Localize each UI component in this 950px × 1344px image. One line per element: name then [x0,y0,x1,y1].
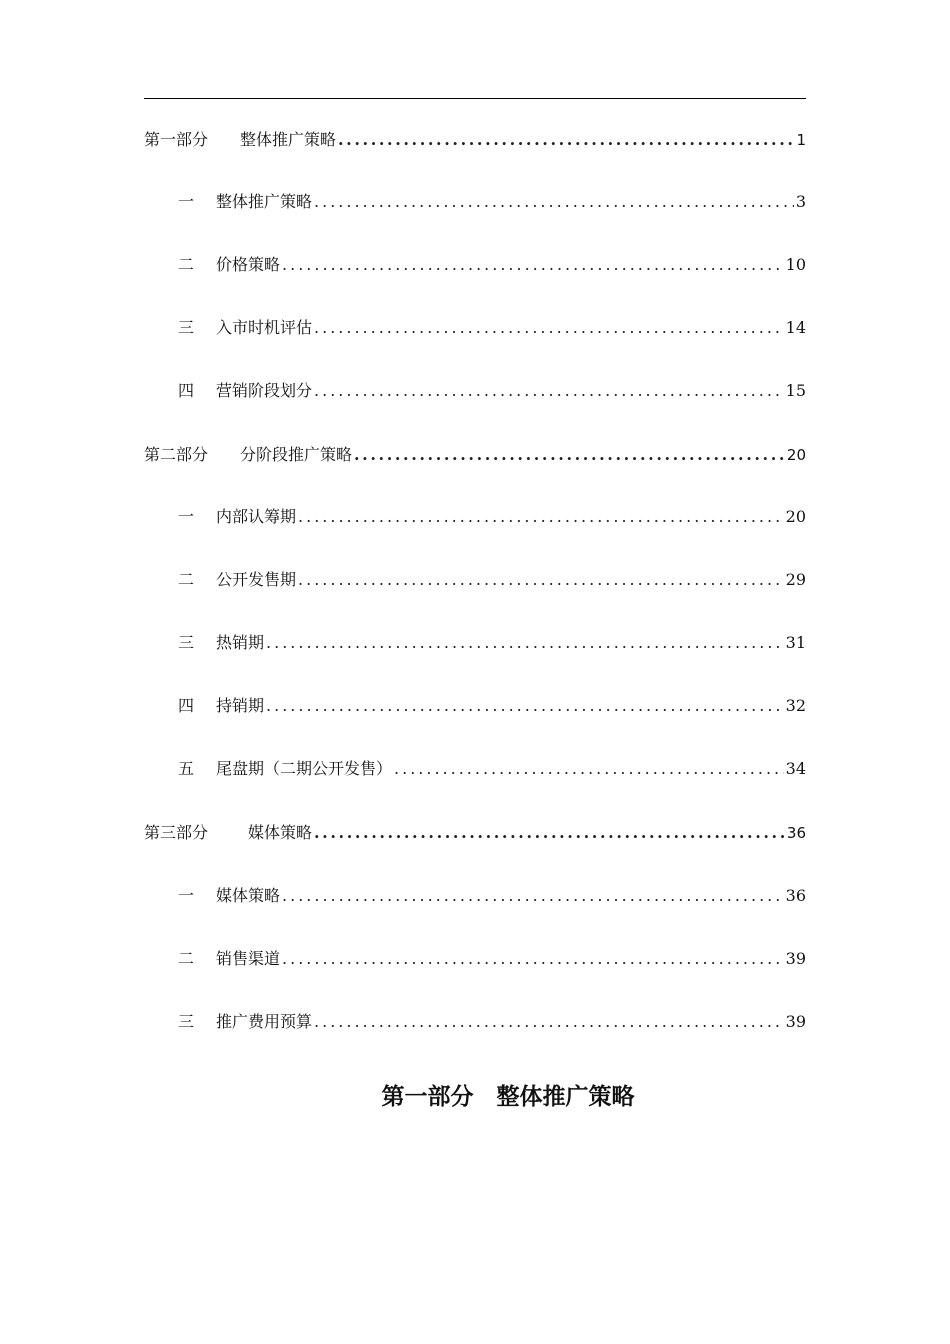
toc-entry-title: 整体推广策略 [240,130,337,149]
toc-leader-dots [338,128,794,152]
toc-leader-dots [266,694,784,718]
toc-entry[interactable] [144,443,806,467]
toc-entry[interactable] [178,316,806,340]
toc-leader-dots [298,568,784,592]
toc-entry-number: 三 [178,1012,195,1031]
toc-entry-title: 销售渠道 [216,949,281,968]
toc-leader-dots [314,379,784,403]
toc-entry-page: 14 [785,318,806,337]
toc-entry-number: 二 [178,255,195,274]
toc-entry-number: 一 [178,192,195,211]
toc-leader-dots [282,884,784,908]
toc-entry-page: 20 [785,507,806,526]
table-of-contents [144,0,806,1100]
toc-entry[interactable] [178,505,806,529]
section-heading: 第一部分 整体推广策略 [381,1084,635,1110]
toc-entry-number: 第一部分 [144,130,209,149]
toc-entry-page: 32 [785,696,806,715]
toc-entry[interactable] [178,190,806,214]
toc-entry-number: 一 [178,886,195,905]
toc-entry-page: 39 [785,949,806,968]
toc-entry[interactable] [178,947,806,971]
toc-entry[interactable] [178,253,806,277]
toc-entry[interactable] [178,631,806,655]
toc-entry-page: 31 [785,633,806,652]
toc-entry-title: 分阶段推广策略 [240,445,353,464]
toc-entry-title: 热销期 [216,633,265,652]
toc-leader-dots [314,190,794,214]
toc-leader-dots [394,757,784,781]
toc-entry-page: 10 [785,255,806,274]
toc-entry-number: 三 [178,633,195,652]
toc-entry-title: 持销期 [216,696,265,715]
toc-entry-title: 推广费用预算 [216,1012,313,1031]
toc-entry[interactable] [178,1010,806,1034]
toc-entry[interactable] [178,757,806,781]
toc-entry-number: 二 [178,949,195,968]
toc-entry-page: 34 [785,759,806,778]
toc-entry-number: 五 [178,759,195,778]
toc-leader-dots [314,1010,784,1034]
toc-entry-title: 公开发售期 [216,570,297,589]
toc-entry[interactable] [178,694,806,718]
toc-entry-number: 三 [178,318,195,337]
toc-entry-title: 营销阶段划分 [216,381,313,400]
toc-entry-number: 第三部分 [144,823,209,842]
toc-entry-page: 3 [795,192,806,211]
toc-entry-title: 内部认筹期 [216,507,297,526]
toc-entry-number: 二 [178,570,195,589]
toc-entry-title: 尾盘期（二期公开发售） [216,759,393,778]
toc-entry[interactable] [178,379,806,403]
toc-leader-dots [266,631,784,655]
toc-entry-number: 一 [178,507,195,526]
toc-entry-page: 15 [785,381,806,400]
toc-entry-title: 整体推广策略 [216,192,313,211]
toc-entry-title: 媒体策略 [248,823,313,842]
toc-entry[interactable] [144,821,806,845]
toc-entry-title: 价格策略 [216,255,281,274]
toc-entry-title: 媒体策略 [216,886,281,905]
toc-entry[interactable] [144,128,806,152]
toc-leader-dots [282,253,784,277]
toc-entry-number: 四 [178,381,195,400]
toc-entry-number: 第二部分 [144,445,209,464]
toc-entry-title: 入市时机评估 [216,318,313,337]
toc-entry-page: 29 [785,570,806,589]
toc-entry-number: 四 [178,696,195,715]
toc-leader-dots [298,505,784,529]
toc-entry-page: 20 [786,446,806,464]
toc-leader-dots [314,821,785,845]
toc-entry-page: 36 [786,824,806,842]
toc-entry-page: 1 [796,131,806,149]
toc-entry-page: 36 [785,886,806,905]
toc-entry-page: 39 [785,1012,806,1031]
toc-leader-dots [282,947,784,971]
toc-entry[interactable] [178,568,806,592]
toc-leader-dots [314,316,784,340]
toc-leader-dots [354,443,785,467]
toc-entry[interactable] [178,884,806,908]
